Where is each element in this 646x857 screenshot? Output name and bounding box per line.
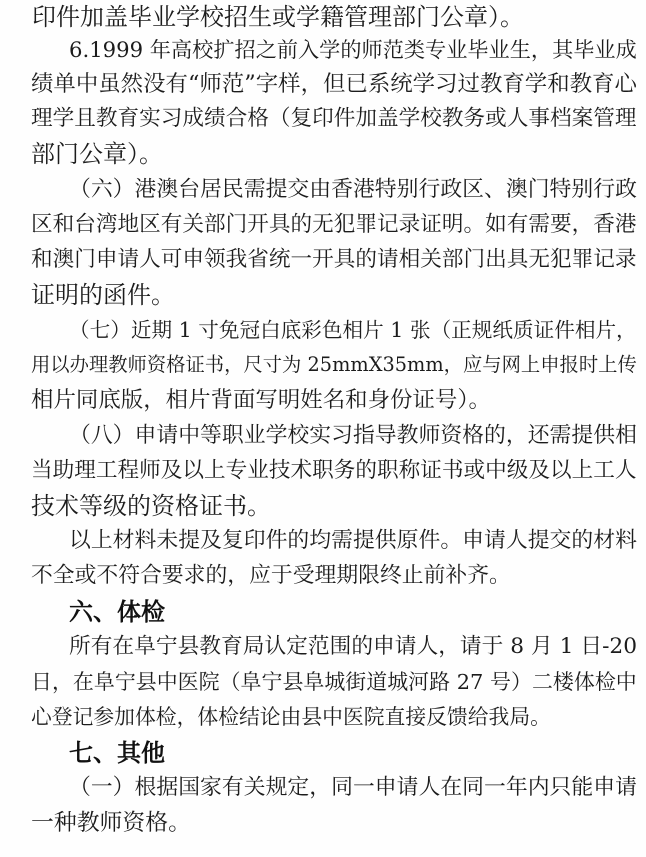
text-line-12: 相片同底版，相片背面写明姓名和身份证号）。 xyxy=(31,387,491,413)
section-heading-physical-exam: 六、体检 xyxy=(69,598,165,626)
text-line-23: （一）根据国家有关规定，同一申请人在同一年内只能申请 xyxy=(69,775,637,800)
text-line-7: 区和台湾地区有关部门开具的无犯罪记录证明。如有需要，香港 xyxy=(31,212,637,237)
text-line-5: 部门公章）。 xyxy=(31,140,163,168)
text-line-15: 技术等级的资格证书。 xyxy=(31,492,271,520)
text-line-13: （八）申请中等职业学校实习指导教师资格的，还需提供相 xyxy=(69,423,637,448)
text-line-17: 不全或不符合要求的，应于受理期限终止前补齐。 xyxy=(31,563,511,588)
text-line-14: 当助理工程师及以上专业技术职务的职称证书或中级及以上工人 xyxy=(31,458,637,483)
text-line-16: 以上材料未提及复印件的均需提供原件。申请人提交的材料 xyxy=(69,528,637,553)
text-line-3: 绩单中虽然没有“师范”字样，但已系统学习过教育学和教育心 xyxy=(31,71,637,97)
text-line-6: （六）港澳台居民需提交由香港特别行政区、澳门特别行政 xyxy=(69,177,637,202)
section-heading-other: 七、其他 xyxy=(69,739,165,767)
text-line-10: （七）近期 1 寸免冠白底彩色相片 1 张（正规纸质证件相片， xyxy=(69,318,637,342)
text-line-21: 心登记参加体检，体检结论由县中医院直接反馈给我局。 xyxy=(31,705,551,729)
text-line-4: 理学且教育实习成绩合格（复印件加盖学校教务或人事档案管理 xyxy=(31,106,637,131)
text-line-19: 所有在阜宁县教育局认定范围的申请人，请于 8 月 1 日-20 xyxy=(69,634,638,659)
text-line-2: 6.1999 年高校扩招之前入学的师范类专业毕业生，其毕业成 xyxy=(69,37,637,62)
text-line-24: 一种教师资格。 xyxy=(31,810,191,836)
text-line-8: 和澳门申请人可申领我省统一开具的请相关部门出具无犯罪记录 xyxy=(31,247,637,272)
text-line-11: 用以办理教师资格证书，尺寸为 25mmX35mm，应与网上申报时上传 xyxy=(31,353,637,376)
text-line-9: 证明的函件。 xyxy=(31,281,175,309)
text-line-1: 印件加盖毕业学校招生或学籍管理部门公章）。 xyxy=(32,3,524,31)
text-line-20: 日，在阜宁县中医院（阜宁县阜城街道城河路 27 号）二楼体检中 xyxy=(31,670,637,694)
